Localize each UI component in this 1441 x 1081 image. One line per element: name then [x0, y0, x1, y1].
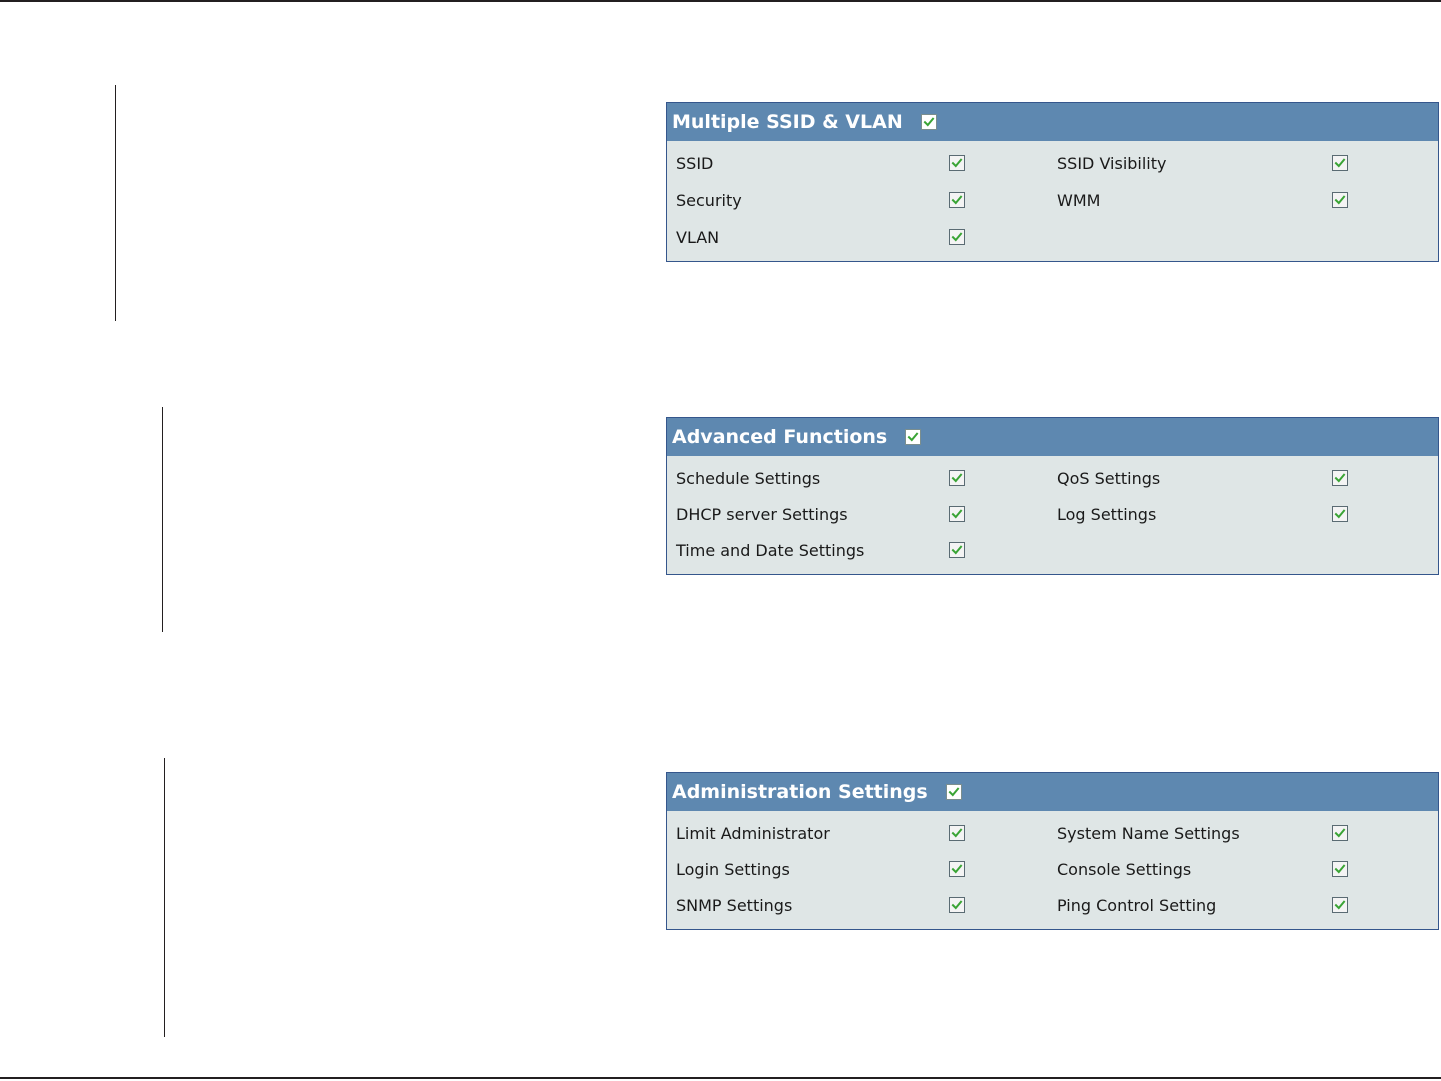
- limit-administrator-checkbox[interactable]: [949, 825, 965, 841]
- option-label: Log Settings: [1057, 505, 1157, 524]
- checkmark-icon: [923, 116, 935, 128]
- checkmark-icon: [951, 827, 963, 839]
- checkmark-icon: [1334, 157, 1346, 169]
- option-row: [667, 893, 1438, 919]
- checkmark-icon: [951, 157, 963, 169]
- checkmark-icon: [1334, 508, 1346, 520]
- option-row: [667, 225, 1438, 251]
- select-all-checkbox[interactable]: [905, 429, 921, 445]
- panel-title: Multiple SSID & VLAN: [672, 111, 903, 133]
- checkmark-icon: [951, 544, 963, 556]
- checkmark-icon: [951, 899, 963, 911]
- option-label: Security: [676, 191, 742, 210]
- checkmark-icon: [948, 786, 960, 798]
- panel-header: [667, 103, 1438, 141]
- option-label: SNMP Settings: [676, 896, 793, 915]
- security-checkbox[interactable]: [949, 192, 965, 208]
- option-row: [667, 466, 1438, 492]
- select-all-checkbox[interactable]: [946, 784, 962, 800]
- option-row: [667, 188, 1438, 214]
- option-label: SSID: [676, 154, 714, 173]
- option-label: Ping Control Setting: [1057, 896, 1217, 915]
- option-row: [667, 151, 1438, 177]
- option-row: [667, 502, 1438, 528]
- option-row: [667, 821, 1438, 847]
- select-all-checkbox[interactable]: [921, 114, 937, 130]
- checkmark-icon: [951, 231, 963, 243]
- checkmark-icon: [951, 863, 963, 875]
- option-label: Login Settings: [676, 860, 790, 879]
- login-settings-checkbox[interactable]: [949, 861, 965, 877]
- administration-settings-panel: [666, 772, 1439, 930]
- bottom-rule: [0, 1077, 1441, 1079]
- vlan-checkbox[interactable]: [949, 229, 965, 245]
- console-settings-checkbox[interactable]: [1332, 861, 1348, 877]
- multiple-ssid-vlan-panel: [666, 102, 1439, 262]
- dhcp-server-settings-checkbox[interactable]: [949, 506, 965, 522]
- ssid-visibility-checkbox[interactable]: [1332, 155, 1348, 171]
- log-settings-checkbox[interactable]: [1332, 506, 1348, 522]
- checkmark-icon: [951, 508, 963, 520]
- checkmark-icon: [951, 194, 963, 206]
- advanced-functions-panel: [666, 417, 1439, 575]
- panel-title: Advanced Functions: [672, 426, 888, 448]
- option-label: WMM: [1057, 191, 1101, 210]
- ssid-checkbox[interactable]: [949, 155, 965, 171]
- margin-line: [115, 85, 116, 321]
- checkmark-icon: [1334, 899, 1346, 911]
- schedule-settings-checkbox[interactable]: [949, 470, 965, 486]
- option-label: QoS Settings: [1057, 469, 1161, 488]
- checkmark-icon: [907, 431, 919, 443]
- snmp-settings-checkbox[interactable]: [949, 897, 965, 913]
- option-row: [667, 538, 1438, 564]
- option-label: DHCP server Settings: [676, 505, 848, 524]
- option-label: Time and Date Settings: [676, 541, 865, 560]
- checkmark-icon: [1334, 863, 1346, 875]
- margin-line: [162, 407, 163, 632]
- option-label: VLAN: [676, 228, 720, 247]
- checkmark-icon: [1334, 472, 1346, 484]
- wmm-checkbox[interactable]: [1332, 192, 1348, 208]
- option-label: Schedule Settings: [676, 469, 821, 488]
- margin-line: [164, 758, 165, 1037]
- ping-control-setting-checkbox[interactable]: [1332, 897, 1348, 913]
- checkmark-icon: [1334, 194, 1346, 206]
- option-label: System Name Settings: [1057, 824, 1240, 843]
- checkmark-icon: [1334, 827, 1346, 839]
- panel-header: [667, 773, 1438, 811]
- option-row: [667, 857, 1438, 883]
- panel-title: Administration Settings: [672, 781, 928, 803]
- system-name-settings-checkbox[interactable]: [1332, 825, 1348, 841]
- panel-header: [667, 418, 1438, 456]
- option-label: SSID Visibility: [1057, 154, 1167, 173]
- checkmark-icon: [951, 472, 963, 484]
- qos-settings-checkbox[interactable]: [1332, 470, 1348, 486]
- option-label: Console Settings: [1057, 860, 1192, 879]
- time-and-date-settings-checkbox[interactable]: [949, 542, 965, 558]
- top-rule: [0, 0, 1441, 2]
- option-label: Limit Administrator: [676, 824, 830, 843]
